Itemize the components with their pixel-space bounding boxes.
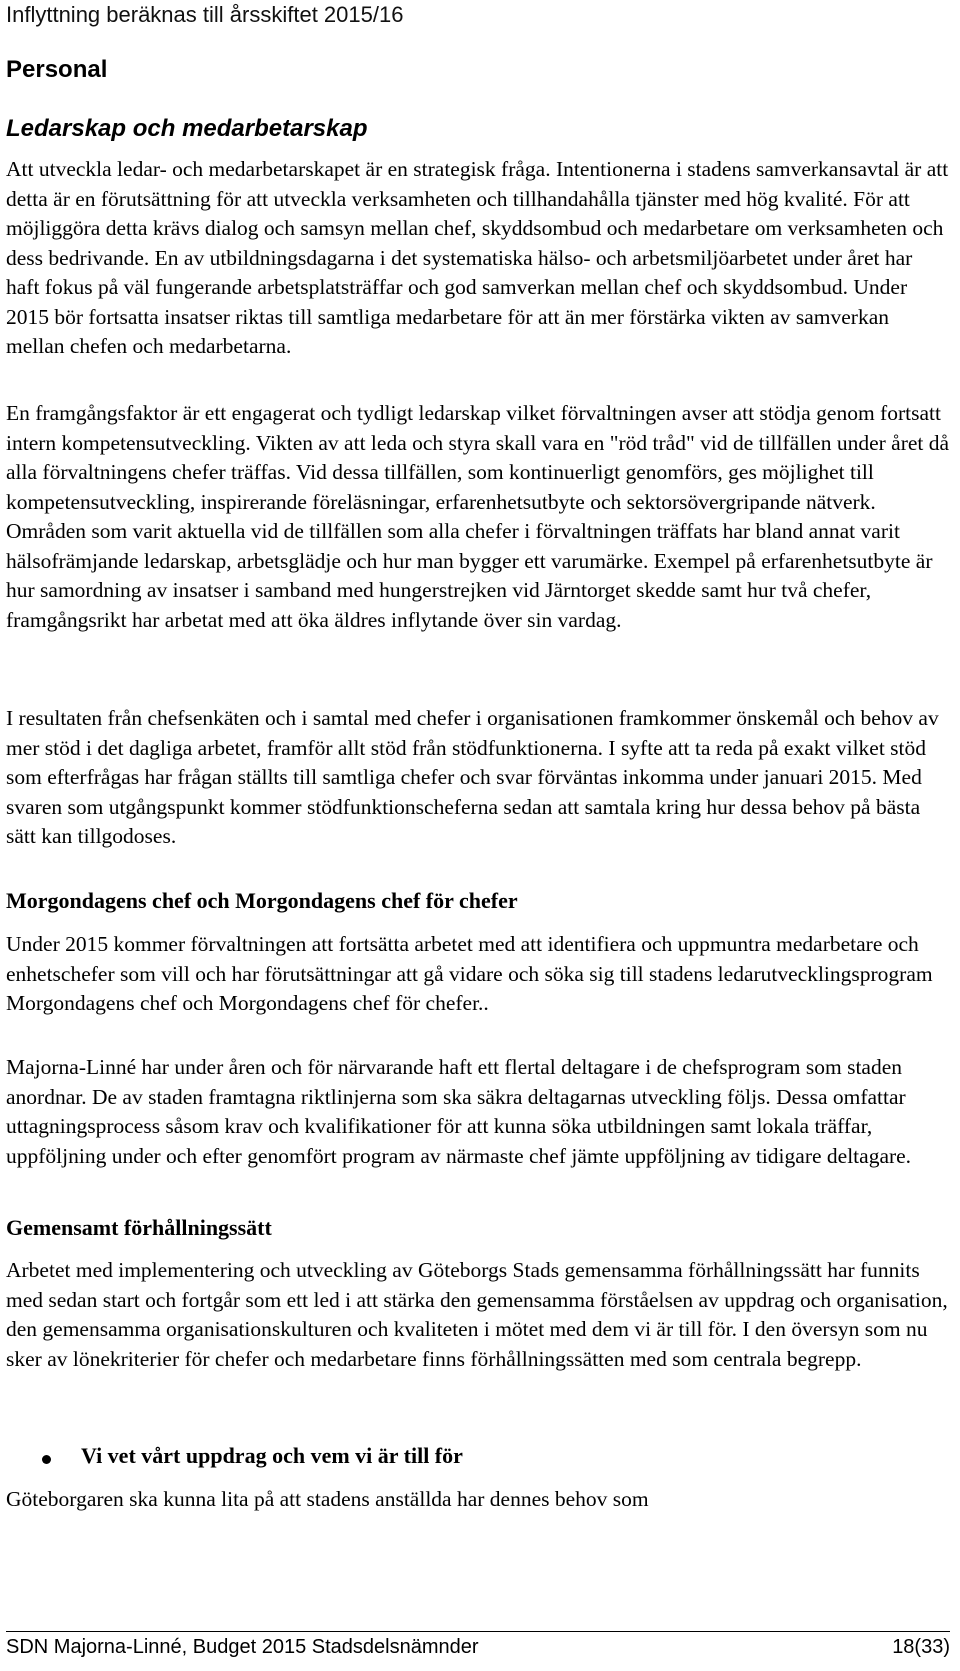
- paragraph-goteborgaren: Göteborgaren ska kunna lita på att stadens anställda har dennes behov som: [6, 1487, 649, 1511]
- heading-morgondagens-chef: Morgondagens chef och Morgondagens chef för chefer: [6, 888, 518, 913]
- footer-document-title: SDN Majorna-Linné, Budget 2015 Stadsdelsnämnder: [6, 1636, 479, 1658]
- bullet-list-item: [6, 1443, 950, 1475]
- paragraph-ledarskap-intro: Att utveckla ledar- och medarbetarskapet är en strategisk fråga. Intentionerna i stadens samverkansavtal är att detta är en förutsättning för att utveckla verksamheten och tillhandahålla tjänster med hög kvalité. För att möjliggöra detta krävs dialog och samsyn mellan chef, skyddsombud och medarbetare om verksamheten och dess bedrivande. En av utbildningsdagarna i det systematiska hälso- och arbetsmiljöarbetet under året har haft fokus på väl fungerande arbetsplatsträffar och god samverkan mellan chef och skyddsombud. Under 2015 bör fortsatta insatser riktas till samtliga medarbetare för att än mer förstärka vikten av samverkan mellan chefen och medarbetarna.: [6, 157, 949, 358]
- bullet-icon: [42, 1455, 51, 1464]
- section-heading: Personal: [6, 56, 108, 83]
- footer-page-number: 18(33): [892, 1636, 950, 1658]
- running-head: Inflyttning beräknas till årsskiftet 2015/16: [6, 2, 404, 27]
- bullet-text: Vi vet vårt uppdrag och vem vi är till för: [81, 1443, 463, 1468]
- footer-divider: [6, 1631, 950, 1632]
- paragraph-gemensamt: Arbetet med implementering och utveckling av Göteborgs Stads gemensamma förhållningssätt har funnits med sedan start och fortgår som ett led i att stärka den gemensamma förståelsen av uppdrag och organisation, den gemensamma organisationskulturen och kvaliteten i mötet med dem vi är till för. I den översyn som nu sker av lönekriterier för chefer och medarbetare finns förhållningssätten med som centrala begrepp.: [6, 1258, 948, 1371]
- paragraph-majorna-linne: Majorna-Linné har under åren och för närvarande haft ett flertal deltagare i de chefsprogram som staden anordnar. De av staden framtagna riktlinjerna som ska säkra deltagarnas utveckling följs. Dessa omfattar uttagningsprocess såsom krav och kvalifikationer för att kunna söka utbildningen samt lokala träffar, uppföljning under och efter genomfört program av närmaste chef jämte uppföljning av tidigare deltagare.: [6, 1055, 912, 1168]
- paragraph-framgangsfaktor: En framgångsfaktor är ett engagerat och tydligt ledarskap vilket förvaltningen avser att stödja genom fortsatt intern kompetensutveckling. Vikten av att leda och styra skall vara en "röd tråd" vid de tillfällen under året då alla förvaltningens chefer träffas. Vid dessa tillfällen, som kontinuerligt genomförs, ges möjlighet till kompetensutveckling, inspirerande föreläsningar, erfarenhetsutbyte och sektorsövergripande nätverk. Områden som varit aktuella vid de tillfällen som alla chefer i förvaltningen träffats har bland annat varit hälsofrämjande ledarskap, arbetsglädje och hur man bygger ett varumärke. Exempel på erfarenhetsutbyte är hur samordning av insatser i samband med hungerstrejken vid Järntorget skedde samt hur två chefer, framgångsrikt har arbetat med att öka äldres inflytande över sin vardag.: [6, 401, 950, 632]
- paragraph-chefsenkat: I resultaten från chefsenkäten och i samtal med chefer i organisationen framkommer önskemål och behov av mer stöd i det dagliga arbetet, framför allt stöd från stödfunktionerna. I syfte att ta reda på exakt vilket stöd som efterfrågas har frågan ställts till samtliga chefer och svar förväntas inkomma under januari 2015. Med svaren som utgångspunkt kommer stödfunktionscheferna sedan att samtala kring hur dessa behov på bästa sätt kan tillgodoses.: [6, 706, 939, 848]
- paragraph-morgondagens-intro: Under 2015 kommer förvaltningen att fortsätta arbetet med att identifiera och uppmuntra medarbetare och enhetschefer som vill och har förutsättningar att gå vidare och söka sig till stadens ledarutvecklingsprogram Morgondagens chef och Morgondagens chef för chefer..: [6, 932, 933, 1015]
- heading-gemensamt-forhallningssatt: Gemensamt förhållningssätt: [6, 1215, 272, 1240]
- subsection-heading: Ledarskap och medarbetarskap: [6, 115, 368, 142]
